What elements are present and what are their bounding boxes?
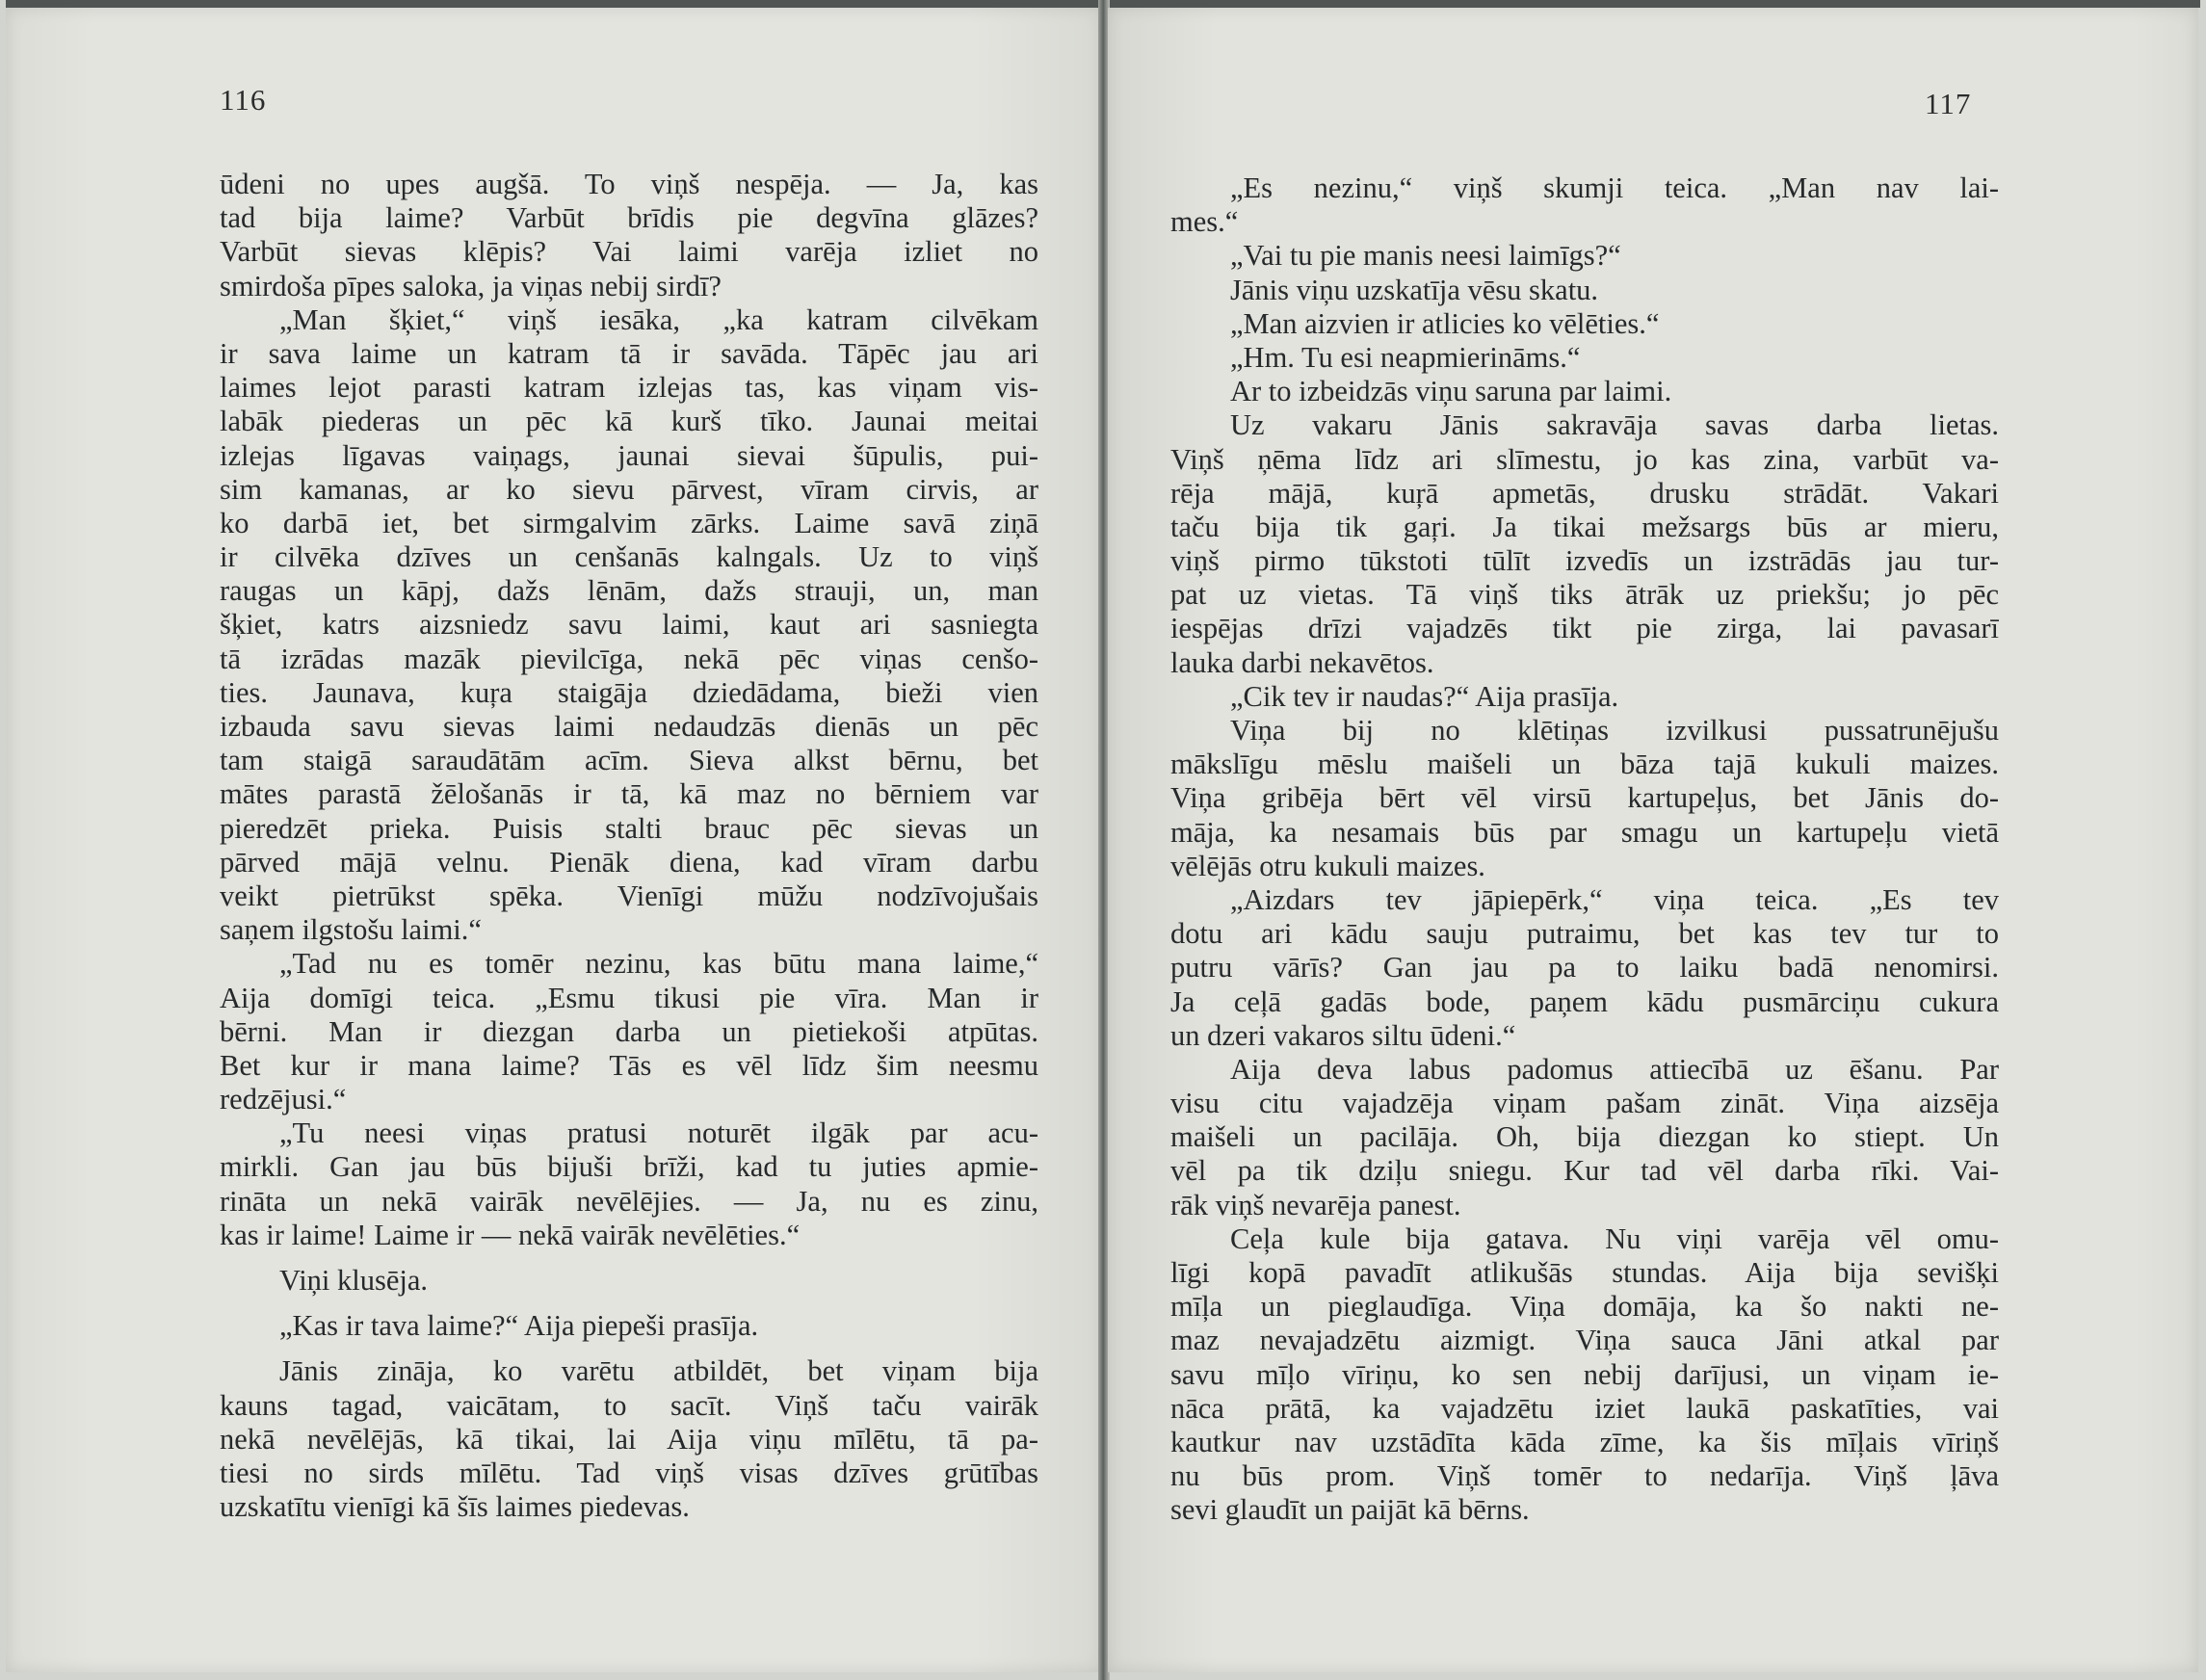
text-line: maz nevajadzētu aizmigt. Viņa sauca Jāni atkal par	[1170, 1324, 1999, 1357]
text-line: tiesi no sirds mīlētu. Tad viņš visas dzīves grūtības	[220, 1456, 1038, 1489]
text-line: bērni. Man ir diezgan darba un pietiekoši atpūtas.	[220, 1014, 1038, 1048]
top-edge-left	[6, 0, 1098, 8]
text-line: izbauda savu sievas laimi nedaudzās dienās un pēc	[220, 710, 1038, 743]
text-line: viņš pirmo tūkstoti tūlīt izvedīs un izstrādās jau tur-	[1170, 544, 1999, 578]
page-number: 117	[1925, 87, 1972, 120]
text-line: mirkli. Gan jau būs bijuši brīži, kad tu juties apmie-	[220, 1150, 1038, 1184]
text-line: ir cilvēka dzīves un cenšanās kalngals. Uz to viņš	[220, 540, 1038, 574]
text-line: „Vai tu pie manis neesi laimīgs?“	[1230, 239, 1621, 273]
text-line: Uz vakaru Jānis sakravāja savas darba lietas.	[1230, 408, 1999, 442]
text-line: rināta un nekā vairāk nevēlējies. — Ja, nu es zinu,	[220, 1184, 1038, 1218]
text-line: rāk viņš nevarēja panest.	[1170, 1188, 1461, 1221]
text-line: sevi glaudīt un paijāt kā bērns.	[1170, 1493, 1530, 1527]
text-line: Aija deva labus padomus attiecībā uz ēšanu. Par	[1230, 1052, 1999, 1086]
text-line: Varbūt sievas klēpis? Vai laimi varēja izliet no	[220, 235, 1038, 269]
text-line: nekā nevēlējās, kā tikai, lai Aija viņu mīlētu, tā pa-	[220, 1422, 1038, 1456]
text-line: tam staigā saraudātām acīm. Sieva alkst bērnu, bet	[220, 744, 1038, 777]
page-number: 116	[220, 83, 267, 117]
text-line: „Tad nu es tomēr nezinu, kas būtu mana laime,“	[279, 947, 1038, 981]
text-line: „Es nezinu,“ viņš skumji teica. „Man nav lai-	[1230, 171, 1999, 204]
text-line: redzējusi.“	[220, 1083, 347, 1116]
text-line: ko darbā iet, bet sirmgalvim zārks. Laime savā ziņā	[220, 506, 1038, 539]
text-line: līgi kopā pavadīt atlikušās stundas. Aija bija sevišķi	[1170, 1256, 1999, 1289]
text-line: maišeli un pacilāja. Oh, bija diezgan ko stiept. Un	[1170, 1120, 1999, 1154]
text-line: ties. Jaunava, kuŗa staigāja dziedādama, bieži vien	[220, 675, 1038, 709]
text-line: „Cik tev ir naudas?“ Aija prasīja.	[1230, 679, 1619, 713]
right-page	[1108, 8, 2198, 1672]
text-line: „Aizdars tev jāpiepērk,“ viņa teica. „Es tev	[1230, 882, 1999, 916]
text-line: tā izrādas mazāk pievilcīga, nekā pēc viņas cenšo-	[220, 642, 1038, 675]
text-line: kas ir laime! Laime ir — nekā vairāk nevēlēties.“	[220, 1218, 801, 1251]
text-line: veikt pietrūkst spēka. Vienīgi mūžu nodzīvojušais	[220, 879, 1038, 912]
text-line: nu būs prom. Viņš tomēr to nedarīja. Viņš ļāva	[1170, 1459, 1999, 1493]
text-line: ir sava laime un katram tā ir savāda. Tāpēc jau ari	[220, 336, 1038, 370]
text-line: iespējas drīzi vajadzēs tikt pie zirga, lai pavasarī	[1170, 612, 1999, 645]
text-line: „Tu neesi viņas pratusi noturēt ilgāk par acu-	[279, 1116, 1038, 1150]
text-line: tad bija laime? Varbūt brīdis pie degvīna glāzes?	[220, 201, 1038, 235]
text-line: Ceļa kule bija gatava. Nu viņi varēja vēl omu-	[1230, 1221, 1999, 1255]
text-line: Jānis viņu uzskatīja vēsu skatu.	[1230, 273, 1599, 306]
text-line: Aija domīgi teica. „Esmu tikusi pie vīra. Man ir	[220, 981, 1038, 1014]
text-line: taču bija tik gaŗi. Ja tikai mežsargs būs ar mieru,	[1170, 510, 1999, 543]
text-line: māja, ka nesamais būs par smagu un kartupeļu vietā	[1170, 815, 1999, 849]
text-line: dotu ari kādu sauju putraimu, bet kas tev tur to	[1170, 917, 1999, 951]
text-line: vēlējās otru kukuli maizes.	[1170, 849, 1485, 882]
text-line: smirdoša pīpes saloka, ja viņas nebij sirdī?	[220, 269, 722, 302]
text-line: nāca prātā, ka vajadzētu iziet laukā paskatīties, vai	[1170, 1391, 1999, 1425]
text-line: „Kas ir tava laime?“ Aija piepeši prasīja.	[279, 1309, 759, 1343]
text-line: Viņa bij no klētiņas izvilkusi pussatrunējušu	[1230, 714, 1999, 747]
text-line: kautkur nav uzstādīta kāda zīme, ka šis mīļais vīriņš	[1170, 1425, 1999, 1458]
text-line: laimes lejot parasti katram izlejas tas, kas viņam vis-	[220, 371, 1038, 405]
text-line: „Man šķiet,“ viņš iesāka, „ka katram cilvēkam	[279, 302, 1038, 336]
text-line: pieredzēt prieka. Puisis stalti brauc pēc sievas un	[220, 811, 1038, 845]
text-line: putru vārīs? Gan jau pa to laiku badā nenomirsi.	[1170, 951, 1999, 984]
text-line: Ar to izbeidzās viņu saruna par laimi.	[1230, 375, 1672, 408]
text-line: lauka darbi nekavētos.	[1170, 645, 1434, 679]
text-line: mātes parastā žēlošanās ir tā, kā maz no bērniem var	[220, 777, 1038, 811]
text-line: un dzeri vakaros siltu ūdeni.“	[1170, 1018, 1516, 1052]
text-line: mīļa un pieglaudīga. Viņa domāja, ka šo nakti ne-	[1170, 1290, 1999, 1324]
text-line: raugas un kāpj, dažs lēnām, dažs strauji, un, man	[220, 574, 1038, 608]
text-line: šķiet, katrs aizsniedz savu laimi, kaut ari sasniegta	[220, 608, 1038, 642]
text-line: Jānis zināja, ko varētu atbildēt, bet viņam bija	[279, 1354, 1038, 1388]
page-text	[1170, 171, 1999, 1528]
top-edge-right	[1110, 0, 2200, 8]
text-line: Viņš ņēma līdz ari slīmestu, jo kas zina, varbūt va-	[1170, 442, 1999, 476]
text-line: savu mīļo vīriņu, ko sen nebij darījusi, un viņam ie-	[1170, 1357, 1999, 1391]
text-line: pat uz vietas. Tā viņš tiks ātrāk uz priekšu; jo pēc	[1170, 578, 1999, 612]
text-line: mes.“	[1170, 205, 1239, 239]
text-line: rēja mājā, kuŗā apmetās, drusku strādāt. Vakari	[1170, 476, 1999, 510]
text-line: pārved mājā velnu. Pienāk diena, kad vīram darbu	[220, 845, 1038, 879]
left-page	[6, 8, 1102, 1672]
text-line: Viņa gribēja bērt vēl virsū kartupeļus, bet Jānis do-	[1170, 781, 1999, 815]
text-line: Ja ceļā gadās bode, paņem kādu pusmārciņu cukura	[1170, 984, 1999, 1018]
page-text	[220, 168, 1038, 1524]
text-line: Bet kur ir mana laime? Tās es vēl līdz šim neesmu	[220, 1048, 1038, 1082]
text-line: visu citu vajadzēja viņam pašam zināt. Viņa aizsēja	[1170, 1087, 1999, 1120]
text-line: mākslīgu mēslu maišeli un bāza tajā kukuli maizes.	[1170, 748, 1999, 781]
text-line: izlejas līgavas vaiņags, jaunai sievai šūpulis, pui-	[220, 438, 1038, 472]
text-line: vēl pa tik dziļu sniegu. Kur tad vēl darba rīki. Vai-	[1170, 1154, 1999, 1188]
text-line: kauns tagad, vaicātam, to sacīt. Viņš taču vairāk	[220, 1388, 1038, 1422]
text-line: „Man aizvien ir atlicies ko vēlēties.“	[1230, 306, 1660, 340]
text-line: Viņi klusēja.	[279, 1264, 429, 1297]
text-line: uzskatītu vienīgi kā šīs laimes piedevas.	[220, 1490, 690, 1524]
text-line: sim kamanas, ar ko sievu pārvest, vīram cirvis, ar	[220, 472, 1038, 506]
text-line: „Hm. Tu esi neapmierināms.“	[1230, 340, 1581, 374]
text-line: saņem ilgstošu laimi.“	[220, 913, 482, 947]
text-line: ūdeni no upes augšā. To viņš nespēja. — Ja, kas	[220, 168, 1038, 200]
text-line: labāk piederas un pēc kā kurš tīko. Jaunai meitai	[220, 405, 1038, 438]
